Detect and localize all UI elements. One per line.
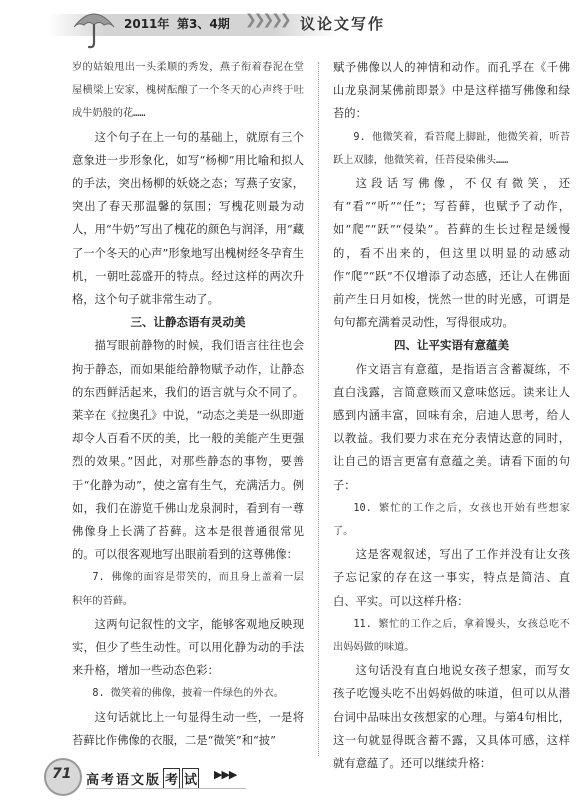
example-sentence: 7. 佛像的面容是带笑的，而且身上盖着一层积年的苔藓。 (72, 572, 304, 607)
section-heading: 三、让静态语有灵动美 (130, 315, 246, 330)
journal-box-2: 试 (182, 768, 199, 789)
journal-title: 高考语文版 (86, 773, 162, 788)
body-paragraph: 描写眼前静物的时候，我们语言往往也会拘于静态，而如果能给静物赋予动作，让静态的东西鲜活起来，我们的语言就与众不同了。莱辛在《拉奥孔》中说，“动态之美是一纵即逝却令人百看不厌的美，比一般的美能产生更强烈的效果。”因此，对那些静态的事物，要善于“化静为动”，使之富有生气，充满活力。例如，我们在游览千佛山龙泉洞时，看到有一尊佛像身上长满了苔藓。这本是很普通很常见的。可以很客观地写出眼前看到的这尊佛像： (72, 339, 304, 562)
example-sentence: 岁的姑娘甩出一头柔顺的秀发，燕子衔着春泥在堂屋横梁上安家，槐树酝酿了一个冬天的心声终于吐成牛奶般的花…… (72, 62, 304, 120)
footer-arrows: ▶▶▶ (214, 768, 237, 781)
body-paragraph: 这句话就比上一句显得生动一些，一是将苔藓比作佛像的衣服，二是“微笑”和“披” (72, 710, 304, 747)
example-sentence: 11. 繁忙的工作之后，拿着馒头，女孩总吃不出妈妈做的味道。 (333, 618, 570, 654)
header-arrows: ❯❯❯❯❯ (245, 12, 289, 28)
page-footer (0, 756, 581, 800)
column-title: 议论文写作 (300, 15, 386, 33)
body-paragraph: 这个句子在上一句的基础上，就原有三个意象进一步形象化，如写“杨柳”用比喻和拟人的手法，突出杨柳的妖娆之态；写燕子安家，突出了春天那温馨的氛围；写槐花则最为动人，用“牛奶”写出了槐花的颜色与润泽，用“藏了一个冬天的心声”形象地写出槐树经冬孕育生机，一朝吐蕊盛开的特点。经过这样的两次升格，这个句子就非常生动了。 (72, 130, 304, 307)
body-paragraph: 这是客观叙述，写出了工作并没有让女孩子忘记家的存在这一事实，特点是简洁、直白、平实。可以这样升格： (333, 548, 570, 608)
example-sentence: 10. 繁忙的工作之后，女孩也开始有些想家了。 (333, 502, 570, 538)
header-issue: 第3、4期 (177, 17, 230, 31)
journal-name (86, 768, 199, 789)
header-year: 2011年 (124, 17, 170, 31)
column-divider (318, 62, 319, 756)
example-sentence: 9. 他微笑着，看苔爬上脚趾，他微笑着，听苔跃上双膝，他微笑着，任苔侵染佛头…… (333, 131, 570, 166)
page-number: 71 (52, 766, 72, 782)
journal-box-1: 考 (163, 768, 180, 789)
body-paragraph: 这段话写佛像，不仅有微笑，还有“看”“听”“任”；写苔藓，也赋予了动作，如“爬”“跃”“侵染”。苔藓的生长过程是缓慢的，看不出来的，但这里以明显的动感动作“爬”“跃”不仅增添了动态感，还让人在佛面前产生日月如梭，恍然一世的时光感，可谓是句句都充满着灵动性，写得很成功。 (333, 177, 570, 330)
page-header (0, 0, 581, 54)
body-paragraph: 赋予佛像以人的神情和动作。而孔孚在《千佛山龙泉洞某佛前即景》中是这样描写佛像和绿苔的： (333, 61, 570, 121)
example-sentence: 8. 微笑着的佛像，披着一件绿色的外衣。 (92, 688, 284, 700)
footer-rule (86, 788, 246, 789)
right-column (333, 56, 570, 775)
body-paragraph: 这句话没有直白地说女孩子想家，而写女孩子吃馒头吃不出妈妈做的味道，但可以从潜台词中品味出女孩想家的心理。与第4句相比，这一句就显得既含蓄不露，又具体可感，这样就有意蕴了。还可以继续升格： (333, 664, 570, 771)
umbrella-icon (70, 3, 118, 51)
body-paragraph: 这两句记叙性的文字，能够客观地反映现实，但少了些生动性。可以用化静为动的手法来升格，增加一些动态色彩： (72, 617, 304, 678)
body-paragraph: 作文语言有意蕴，是指语言含蓄凝练，不直白浅露，言简意赅而又意味悠远。读来让人感到内涵丰富，回味有余，启迪人思考，给人以教益。我们要力求在充分表情达意的同时，让自己的语言更富有意蕴之美。请看下面的句子： (333, 362, 570, 492)
section-heading: 四、让平实语有意蕴美 (394, 338, 509, 353)
left-column (72, 56, 304, 752)
